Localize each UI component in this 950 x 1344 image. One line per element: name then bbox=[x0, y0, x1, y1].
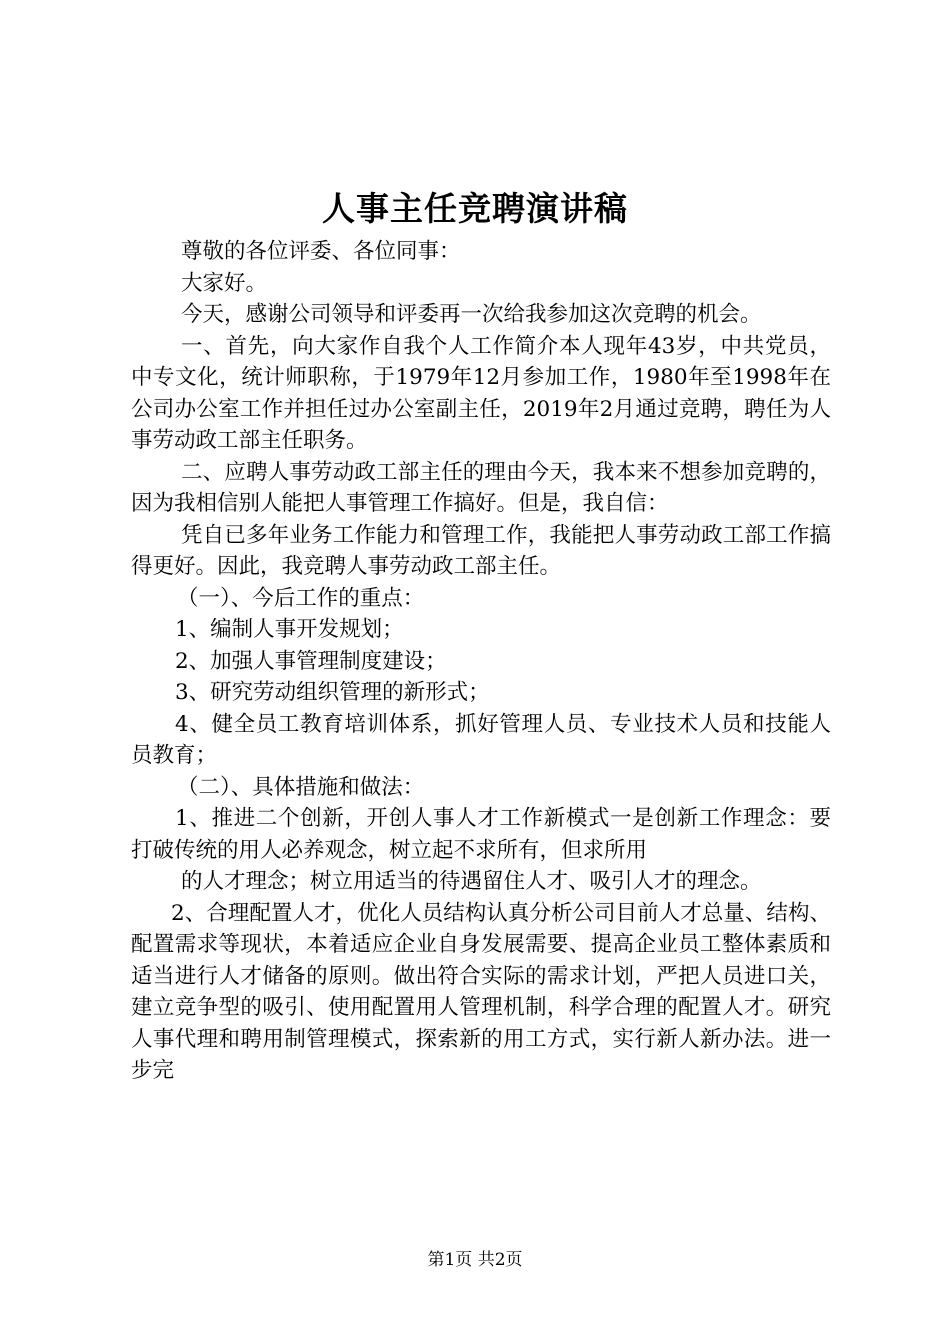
paragraph: 的人才理念；树立用适当的待遇留住人才、吸引人才的理念。 bbox=[181, 869, 762, 894]
paragraph: 2、合理配置人才，优化人员结构认真分析公司目前人才总量、结构、配置需求等现状，本着适应企业自身发展需要、提高企业员工整体素质和适当进行人才储备的原则。做出符合实际的需求计划，严把人员进口关，建立竞争型的吸引、使用配置用人管理机制，科学合理的配置人才。研究人事代理和聘用制管理模式，探索新的用工方式，实行新人新办法。进一步完 bbox=[131, 900, 831, 1083]
page-footer: 第1页 共2页 bbox=[427, 1250, 523, 1270]
salutation: 尊敬的各位评委、各位同事： bbox=[181, 239, 461, 264]
list-item: 3、研究劳动组织管理的新形式； bbox=[175, 680, 490, 705]
section-heading: （二）、具体措施和做法： bbox=[177, 774, 425, 800]
document-body bbox=[131, 236, 831, 1087]
list-item: 4、健全员工教育培训体系，抓好管理人员、专业技术人员和技能人员教育； bbox=[131, 711, 831, 768]
greeting: 大家好。 bbox=[181, 270, 268, 296]
paragraph: 二、应聘人事劳动政工部主任的理由今天，我本来不想参加竞聘的，因为我相信别人能把人事管理工作搞好。但是，我自信： bbox=[131, 459, 831, 516]
paragraph: 今天，感谢公司领导和评委再一次给我参加这次竞聘的机会。 bbox=[181, 302, 762, 327]
paragraph: 凭自已多年业务工作能力和管理工作，我能把人事劳动政工部工作搞得更好。因此，我竞聘人事劳动政工部主任。 bbox=[131, 522, 831, 579]
paragraph: 1、推进二个创新，开创人事人才工作新模式一是创新工作理念：要打破传统的用人必养观念，树立起不求所有，但求所用 bbox=[131, 806, 831, 863]
section-heading: （一）、今后工作的重点： bbox=[177, 585, 425, 611]
document-title: 人事主任竞聘演讲稿 bbox=[322, 189, 628, 228]
paragraph: 一、首先，向大家作自我个人工作简介本人现年43岁，中共党员，中专文化，统计师职称，于1979年12月参加工作，1980年至1998年在公司办公室工作并担任过办公室副主任，2019年2月通过竞聘，聘任为人事劳动政工部主任职务。 bbox=[131, 333, 831, 453]
list-item: 2、加强人事管理制度建设； bbox=[175, 648, 447, 674]
list-item: 1、编制人事开发规划； bbox=[175, 617, 404, 642]
